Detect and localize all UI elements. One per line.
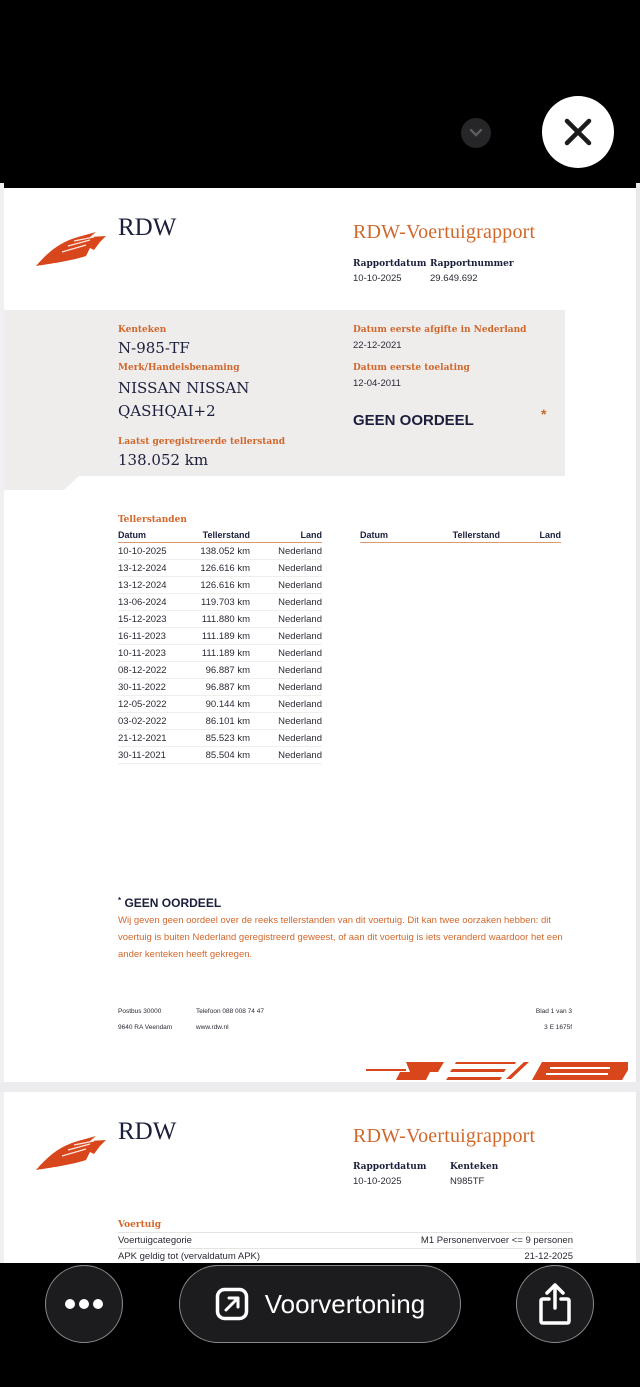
cell-date: 30-11-2021 — [118, 749, 166, 761]
cell-date: 10-11-2023 — [118, 647, 166, 659]
collapse-button[interactable] — [461, 118, 491, 148]
page-edge-right — [636, 183, 640, 1263]
report-date-label: Rapportdatum — [353, 1162, 427, 1172]
header-odometer: Tellerstand — [202, 530, 250, 540]
first-issue-nl-value: 22-12-2021 — [353, 340, 402, 351]
cell-odometer: 90.144 km — [205, 698, 250, 710]
cell-country: Nederland — [278, 749, 322, 761]
table-row — [118, 560, 322, 577]
cell-date: 13-12-2024 — [118, 579, 167, 591]
vehicle-section-title: Voertuig — [118, 1220, 162, 1230]
odometer-table-title: Tellerstanden — [118, 515, 187, 525]
license-plate-label: Kenteken — [118, 325, 167, 335]
odometer-table-continued — [360, 530, 561, 543]
report-number-value: 29.649.692 — [430, 273, 478, 284]
table-row — [118, 713, 322, 730]
footer-phone: Telefoon 088 008 74 47 — [196, 1008, 264, 1015]
cell-date: 13-06-2024 — [118, 596, 167, 608]
rdw-feather-logo — [34, 1132, 110, 1172]
cell-country: Nederland — [278, 732, 322, 744]
odometer-verdict: GEEN OORDEEL — [353, 412, 474, 429]
cell-date: 15-12-2023 — [118, 613, 167, 625]
share-icon — [538, 1282, 572, 1326]
report-date-value: 10-10-2025 — [353, 1176, 402, 1187]
first-admission-label: Datum eerste toelating — [353, 363, 470, 373]
table-header — [360, 530, 561, 543]
note-title — [118, 896, 221, 910]
cell-country: Nederland — [278, 579, 322, 591]
cell-country: Nederland — [278, 681, 322, 693]
report-date-label: Rapportdatum — [353, 259, 427, 269]
footer-code: 3 E 1675f — [544, 1024, 572, 1031]
more-button[interactable] — [45, 1265, 123, 1343]
cell-odometer: 111.189 km — [201, 647, 250, 659]
odometer-table — [118, 530, 322, 764]
cell-country: Nederland — [278, 698, 322, 710]
cell-country: Nederland — [278, 562, 322, 574]
table-row — [118, 594, 322, 611]
cell-date: 30-11-2022 — [118, 681, 166, 693]
table-row — [118, 679, 322, 696]
table-row — [118, 747, 322, 764]
vehicle-row-label: Voertuigcategorie — [118, 1234, 192, 1246]
cell-odometer: 96.887 km — [205, 664, 250, 676]
license-plate-value: N-985-TF — [118, 339, 190, 357]
cell-date: 12-05-2022 — [118, 698, 167, 710]
cell-odometer: 138.052 km — [200, 545, 250, 557]
footer-website: www.rdw.nl — [196, 1024, 229, 1031]
page-separator — [0, 1082, 640, 1092]
cell-odometer: 86.101 km — [205, 715, 250, 727]
note-text: Wij geven geen oordeel over de reeks tellerstanden van dit voertuig. Dit kan twee oorzaken hebben: dit voertuig is buiten Nederland geregistreerd geweest, of aan dit voertuig is iets veranderd waardoor het een ander kenteken heeft gekregen. — [118, 915, 563, 960]
cell-country: Nederland — [278, 613, 322, 625]
header-odometer: Tellerstand — [452, 530, 500, 540]
cell-odometer: 111.880 km — [201, 613, 250, 625]
cell-country: Nederland — [278, 664, 322, 676]
document-page-2 — [4, 1092, 636, 1263]
vehicle-row-value: M1 Personenvervoer <= 9 personen — [420, 1234, 573, 1246]
preview-label: Voorvertoning — [264, 1288, 426, 1319]
note-marker: * — [118, 896, 122, 905]
cell-date: 03-02-2022 — [118, 715, 167, 727]
make-value-line1: NISSAN NISSAN — [118, 379, 250, 397]
first-admission-value: 12-04-2011 — [353, 378, 401, 389]
ellipsis-icon — [64, 1298, 104, 1310]
cell-country: Nederland — [278, 647, 322, 659]
make-value-line2: QASHQAI+2 — [118, 402, 216, 420]
odometer-value: 138.052 km — [118, 451, 209, 469]
viewer-top-bar — [0, 0, 640, 183]
odometer-label: Laatst geregistreerde tellerstand — [118, 437, 286, 447]
table-row — [118, 628, 322, 645]
header-country: Land — [300, 530, 322, 540]
license-plate-label: Kenteken — [450, 1162, 499, 1172]
brand-name: RDW — [118, 214, 177, 241]
cell-odometer: 85.504 km — [205, 749, 250, 761]
cell-country: Nederland — [278, 596, 322, 608]
cell-odometer: 119.703 km — [201, 596, 250, 608]
rdw-stripe-graphic — [366, 1058, 636, 1082]
brand-name: RDW — [118, 1118, 177, 1145]
footer-postbus: Postbus 30000 — [118, 1008, 162, 1015]
close-button[interactable] — [542, 96, 614, 168]
rdw-feather-logo — [34, 228, 110, 268]
table-row — [118, 645, 322, 662]
table-row — [118, 730, 322, 747]
report-title: RDW-Voertuigrapport — [353, 221, 536, 243]
chevron-down-icon — [469, 128, 483, 138]
table-row — [118, 696, 322, 713]
table-row — [118, 543, 322, 560]
share-button[interactable] — [516, 1265, 594, 1343]
cell-odometer: 126.616 km — [200, 562, 250, 574]
report-date-value: 10-10-2025 — [353, 273, 402, 284]
vehicle-row-value: 21-12-2025 — [524, 1250, 573, 1262]
cell-date: 13-12-2024 — [118, 562, 167, 574]
table-row — [118, 611, 322, 628]
make-label: Merk/Handelsbenaming — [118, 363, 240, 373]
cell-country: Nederland — [278, 545, 322, 557]
cell-odometer: 85.523 km — [205, 732, 250, 744]
footer-page-number: Blad 1 van 3 — [535, 1008, 572, 1015]
open-external-icon — [215, 1287, 249, 1321]
cell-date: 21-12-2021 — [118, 732, 167, 744]
cell-country: Nederland — [278, 715, 322, 727]
cell-date: 16-11-2023 — [118, 630, 166, 642]
cell-odometer: 126.616 km — [200, 579, 250, 591]
header-date: Datum — [360, 530, 389, 540]
close-icon — [562, 116, 594, 148]
cell-country: Nederland — [278, 630, 322, 642]
vehicle-row — [118, 1248, 573, 1263]
vehicle-row-label: APK geldig tot (vervaldatum APK) — [118, 1250, 261, 1262]
document-page-1 — [4, 188, 636, 1082]
table-row — [118, 662, 322, 679]
table-row — [118, 577, 322, 594]
verdict-asterisk: * — [541, 406, 547, 422]
cell-odometer: 111.189 km — [201, 630, 250, 642]
license-plate-value: N985TF — [450, 1176, 485, 1187]
header-date: Datum — [118, 530, 147, 540]
report-number-label: Rapportnummer — [430, 259, 514, 269]
first-issue-nl-label: Datum eerste afgifte in Nederland — [353, 325, 527, 335]
note-title-text: GEEN OORDEEL — [124, 896, 222, 910]
summary-panel-tail — [4, 476, 79, 490]
cell-odometer: 96.887 km — [205, 681, 250, 693]
cell-date: 08-12-2022 — [118, 664, 167, 676]
report-title: RDW-Voertuigrapport — [353, 1125, 536, 1147]
cell-date: 10-10-2025 — [118, 545, 167, 557]
vehicle-row — [118, 1232, 573, 1247]
preview-button[interactable] — [179, 1265, 461, 1343]
header-country: Land — [539, 530, 561, 540]
table-header — [118, 530, 322, 543]
footer-address: 9640 RA Veendam — [118, 1024, 173, 1031]
